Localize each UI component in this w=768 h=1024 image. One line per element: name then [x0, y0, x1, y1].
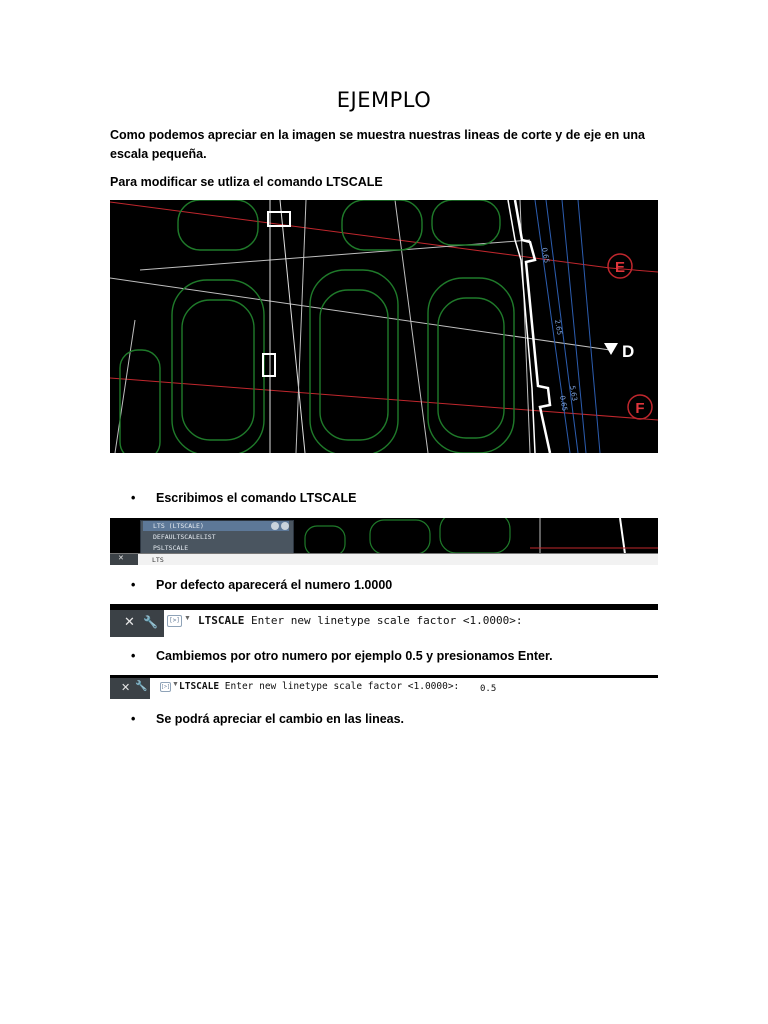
dim-text: 0.65: [540, 246, 551, 264]
autocomplete-screenshot: [110, 518, 658, 565]
help-icon[interactable]: [271, 522, 279, 530]
axis-label-f: F: [635, 400, 645, 417]
dim-text: 0.65: [558, 394, 569, 412]
chevron-down-icon[interactable]: ▼: [172, 681, 179, 688]
bullet-text: Cambiemos por otro numero por ejemplo 0.5 y presionamos Enter.: [156, 649, 553, 663]
dim-text: 2.65: [553, 318, 564, 336]
wrench-icon[interactable]: 🔧: [135, 681, 148, 692]
command-line-small[interactable]: [110, 553, 658, 565]
paragraph-command: Para modificar se utliza el comando LTSCALE: [110, 175, 383, 189]
bullet-dot: •: [131, 649, 136, 663]
bullet-dot: •: [131, 712, 136, 726]
command-name: LTSCALE: [179, 681, 220, 692]
bullet-dot: •: [131, 578, 136, 592]
drawing-area-edge: [110, 675, 658, 678]
command-prompt: [198, 614, 523, 627]
prompt-text: Enter new linetype scale factor <1.0000>:: [224, 681, 460, 692]
cad-drawing-screenshot: [110, 200, 658, 453]
autocomplete-item-ltscale[interactable]: LTS (LTSCALE): [143, 521, 289, 531]
command-input[interactable]: LTS: [152, 556, 164, 564]
command-line-controls: [110, 554, 138, 565]
close-icon[interactable]: ✕: [118, 554, 124, 562]
autocomplete-list: [140, 520, 294, 555]
bullet-text: Por defecto aparecerá el numero 1.0000: [156, 578, 393, 592]
prompt-icon[interactable]: [>]: [167, 615, 182, 627]
prompt-text: Enter new linetype scale factor <1.0000>:: [250, 614, 523, 627]
wrench-icon[interactable]: 🔧: [143, 615, 158, 629]
drawing-area-edge: [110, 604, 658, 610]
autocomplete-item-psltscale[interactable]: PSLTSCALE: [153, 544, 189, 552]
autocomplete-item-defaultscalelist[interactable]: DEFAULTSCALELIST: [153, 533, 216, 541]
close-icon[interactable]: ✕: [121, 681, 131, 694]
web-icon[interactable]: [281, 522, 289, 530]
cut-label-d: D: [622, 342, 635, 361]
page-title: EJEMPLO: [336, 88, 432, 112]
entered-value[interactable]: 0.5: [480, 684, 497, 694]
axis-label-e: E: [614, 259, 626, 276]
bullet-text: Escribimos el comando LTSCALE: [156, 491, 357, 505]
command-line-default[interactable]: [110, 604, 658, 637]
paragraph-intro: Como podemos apreciar en la imagen se muestra nuestras lineas de corte y de eje en una escala pequeña.: [110, 128, 645, 161]
command-name: LTSCALE: [198, 614, 245, 627]
command-line-entered[interactable]: [110, 675, 658, 699]
bullet-dot: •: [131, 491, 136, 505]
bullet-text: Se podrá apreciar el cambio en las lineas.: [156, 712, 405, 726]
command-prompt: [179, 681, 459, 692]
close-icon[interactable]: ✕: [124, 615, 135, 630]
chevron-down-icon[interactable]: ▼: [184, 615, 191, 622]
dim-text: 5.63: [568, 384, 579, 402]
command-line-controls: [110, 678, 150, 699]
prompt-icon[interactable]: [>]: [161, 684, 171, 690]
command-line-controls: [110, 610, 164, 637]
